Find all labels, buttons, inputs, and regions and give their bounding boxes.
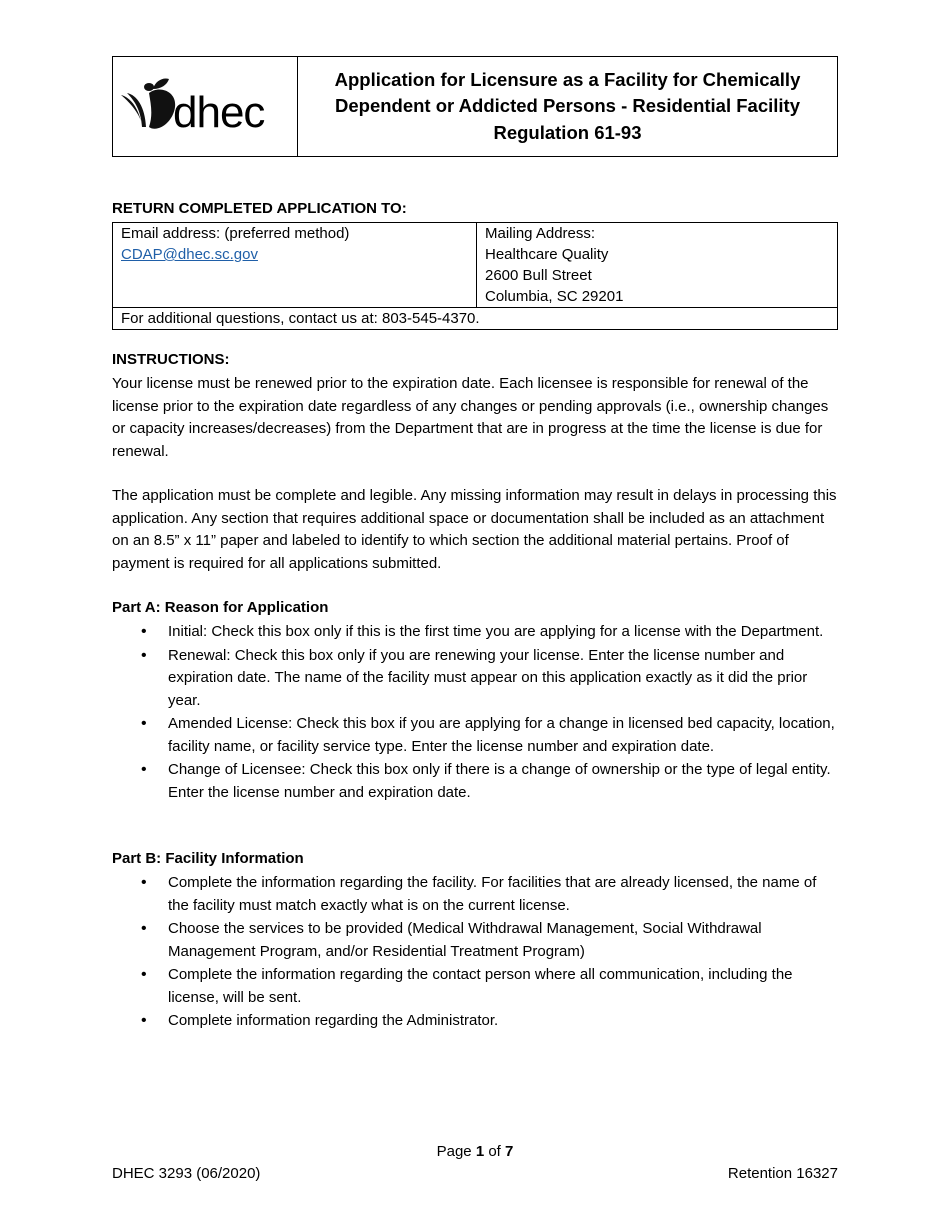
contact-cell: For additional questions, contact us at: 803-545-4370. — [113, 308, 838, 330]
retention-number: Retention 16327 — [727, 1165, 838, 1182]
mailing-cell — [477, 223, 838, 308]
email-label: Email address: (preferred method) — [121, 225, 350, 242]
return-heading: RETURN COMPLETED APPLICATION TO: — [112, 200, 407, 217]
dhec-logo — [113, 57, 298, 156]
mailing-line-2: 2600 Bull Street — [485, 267, 592, 284]
list-item: • Complete information regarding the Administrator. — [112, 1010, 838, 1033]
list-item: • Complete the information regarding the contact person where all communication, including the license, will be sent. — [112, 964, 838, 1009]
list-item: • Initial: Check this box only if this is the first time you are applying for a license with the Department. — [112, 621, 838, 644]
title-line-2: Dependent or Addicted Persons - Residential Facility — [335, 95, 800, 117]
list-item: • Complete the information regarding the facility. For facilities that are already licensed, the name of the facility must match exactly what is on the current license. — [112, 872, 838, 917]
email-link[interactable]: CDAP@dhec.sc.gov — [121, 246, 258, 263]
document-header — [112, 56, 838, 157]
page-prefix: Page — [436, 1143, 472, 1160]
page-total: 7 — [505, 1143, 514, 1160]
return-address-table — [112, 222, 838, 330]
page-current: 1 — [475, 1143, 485, 1160]
list-item: • Renewal: Check this box only if you are renewing your license. Enter the license number and expiration date. The name of the facility must appear on this application exactly as it did the prior year. — [112, 645, 838, 713]
dhec-leaf-icon — [119, 75, 179, 137]
list-item: • Choose the services to be provided (Medical Withdrawal Management, Social Withdrawal Management Program, and/or Residential Treatment Program) — [112, 918, 838, 963]
mailing-line-3: Columbia, SC 29201 — [485, 288, 624, 305]
list-item: • Amended License: Check this box if you are applying for a change in licensed bed capacity, location, facility name, or facility service type. Enter the license number and expiration date. — [112, 713, 838, 758]
part-a-list — [112, 621, 838, 805]
part-b-heading: Part B: Facility Information — [112, 850, 304, 867]
document-title — [298, 57, 837, 156]
mailing-label: Mailing Address: — [485, 225, 596, 242]
page-of: of — [488, 1143, 501, 1160]
page-number — [0, 1143, 950, 1160]
mailing-line-1: Healthcare Quality — [485, 246, 609, 263]
title-line-1: Application for Licensure as a Facility for Chemically — [334, 68, 801, 90]
form-id: DHEC 3293 (06/2020) — [112, 1165, 261, 1182]
part-a-heading: Part A: Reason for Application — [112, 599, 329, 616]
email-cell — [113, 223, 477, 308]
part-b-list — [112, 872, 838, 1034]
instructions-paragraph-1: Your license must be renewed prior to the expiration date. Each licensee is responsible for renewal of the license prior to the expiration date regardless of any changes or pending approvals (i.e., ownership changes or capacity increases/decreases) from the Department that are in progress at the time the license is due for renewal. — [112, 375, 829, 460]
list-item: • Change of Licensee: Check this box only if there is a change of ownership or the type of legal entity. Enter the license number and expiration date. — [112, 759, 838, 804]
title-line-3: Regulation 61-93 — [493, 121, 642, 143]
instructions-heading: INSTRUCTIONS: — [112, 351, 230, 368]
logo-wordmark: dhec — [173, 88, 265, 137]
instructions-paragraph-2: The application must be complete and legible. Any missing information may result in delays in processing this application. Any section that requires additional space or documentation shall be included as an attachment on an 8.5” x 11” paper and labeled to identify to which section the additional material pertains. Proof of payment is required for all applications submitted. — [112, 487, 837, 572]
